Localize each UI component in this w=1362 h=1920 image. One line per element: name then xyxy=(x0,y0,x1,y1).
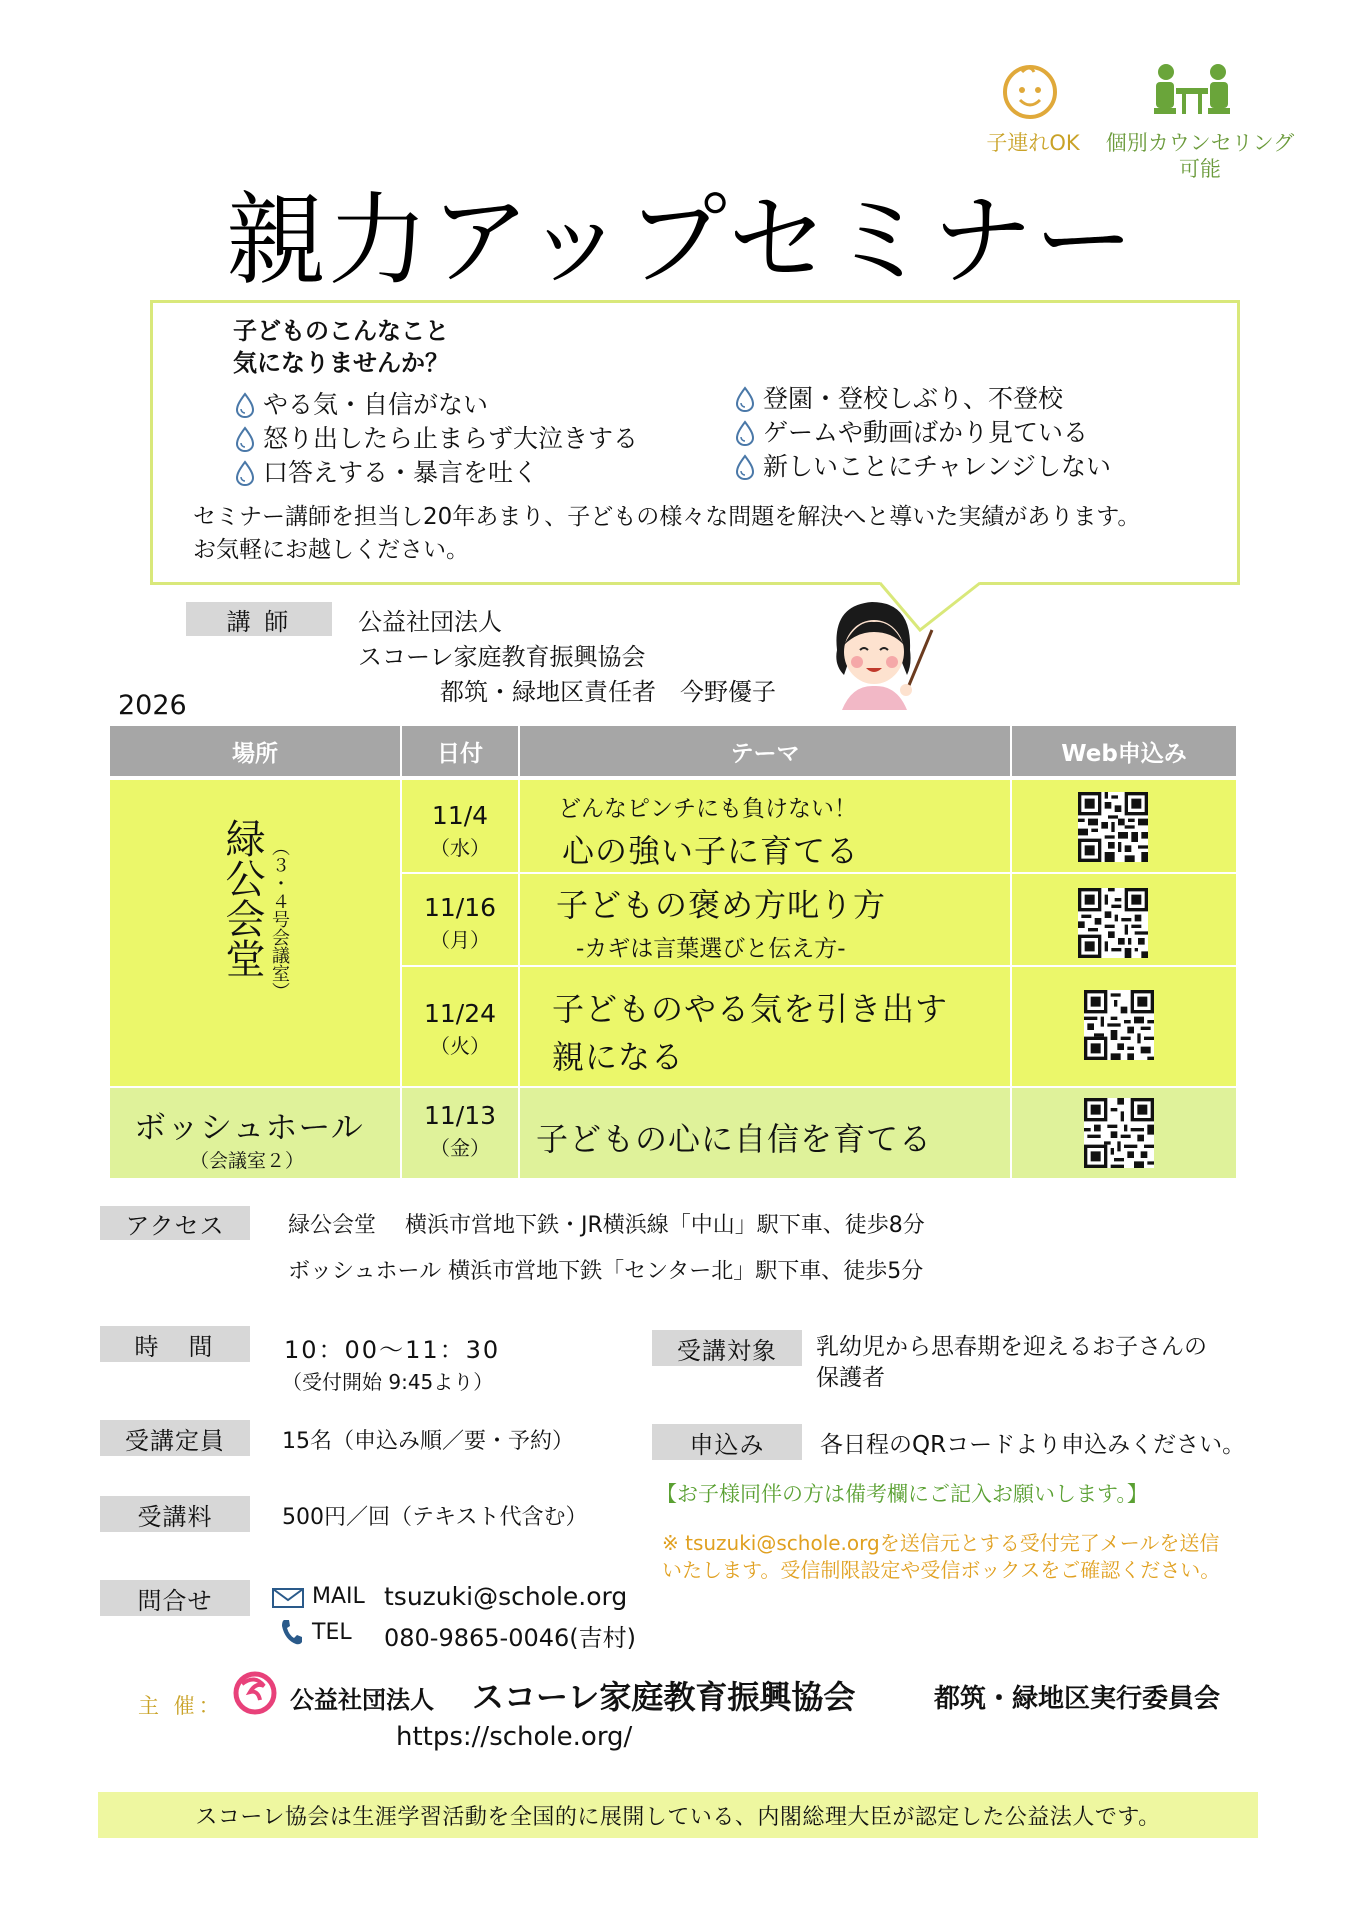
target-line2: 保護者 xyxy=(816,1365,885,1392)
session-theme: 心の強い子に育てる xyxy=(562,832,860,870)
water-drop-icon xyxy=(235,392,255,418)
session-theme-line2: 親になる xyxy=(552,1038,685,1076)
session-date xyxy=(402,798,518,863)
concern-text: 新しいことにチャレンジしない xyxy=(763,452,1112,481)
access-midori: 緑公会堂 横浜市営地下鉄・JR横浜線「中山」駅下車、徒歩8分 xyxy=(288,1213,925,1238)
session-theme: 子どもの心に自信を育てる xyxy=(536,1120,933,1158)
apply-value: 各日程のQRコードより申込みください。 xyxy=(820,1432,1246,1458)
concern-item xyxy=(735,451,1111,484)
question-heading xyxy=(233,315,449,380)
water-drop-icon xyxy=(735,386,755,412)
table-header-theme: テーマ xyxy=(520,726,1010,776)
table-header-venue: 場所 xyxy=(110,726,400,776)
organizer-label: 主 催： xyxy=(138,1694,224,1718)
footer-band: スコーレ協会は生涯学習活動を全国的に展開している、内閣総理大臣が認定した公益法人です。 xyxy=(98,1792,1258,1838)
qr-code-icon[interactable] xyxy=(1084,990,1154,1060)
session-date xyxy=(402,996,518,1061)
access-bosch: ボッシュホール 横浜市営地下鉄「センター北」駅下車、徒歩5分 xyxy=(288,1259,924,1284)
table-divider xyxy=(400,872,1236,874)
lecturer-label: 講 師 xyxy=(186,602,332,636)
contact-label: 問合せ xyxy=(100,1580,250,1616)
table-divider xyxy=(518,780,520,1178)
tel-label: TEL xyxy=(312,1620,352,1645)
table-divider xyxy=(400,965,1236,967)
lecturer-name: 都筑・緑地区責任者 今野優子 xyxy=(440,678,776,706)
table-header-web: Web申込み xyxy=(1012,726,1236,776)
session-date-value: 11/16 xyxy=(423,893,497,922)
concern-item xyxy=(235,423,638,456)
qr-code-icon[interactable] xyxy=(1084,1098,1154,1168)
organizer-name: スコーレ家庭教育振興協会 xyxy=(472,1678,856,1716)
year-label: 2026 xyxy=(118,690,187,721)
water-drop-icon xyxy=(235,426,255,452)
lecturer-illustration xyxy=(812,590,942,710)
question-line2: 気になりませんか？ xyxy=(233,349,449,378)
counseling-label-line2: 可能 xyxy=(1179,157,1221,182)
session-day: （金） xyxy=(430,1136,490,1161)
session-date-value: 11/4 xyxy=(431,801,489,830)
water-drop-icon xyxy=(235,460,255,486)
session-date-value: 11/24 xyxy=(423,999,497,1028)
apply-note-email-line2: いたします。受信制限設定や受信ボックスをご確認ください。 xyxy=(662,1558,1221,1582)
session-theme-sub: -カギは言葉選びと伝え方- xyxy=(576,936,846,962)
question-line1: 子どものこんなこと xyxy=(233,317,449,345)
session-day: （月） xyxy=(430,928,490,953)
page-title: 親力アップセミナー xyxy=(226,182,1136,299)
concern-text: やる気・自信がない xyxy=(263,390,489,419)
mail-address[interactable]: tsuzuki@schole.org xyxy=(384,1582,628,1611)
venue-midori-rooms: （３・４号会議室） xyxy=(269,838,290,1000)
apply-note-email-line1: ※ tsuzuki@schole.orgを送信元とする受付完了メールを送信 xyxy=(662,1531,1220,1555)
concern-text: ゲームや動画ばかり見ている xyxy=(763,418,1089,447)
table-header-date: 日付 xyxy=(402,726,518,776)
lecturer-org: 公益社団法人 xyxy=(358,608,502,636)
table-divider xyxy=(1010,780,1012,1178)
venue-bosch-hall: ボッシュホール xyxy=(134,1108,364,1146)
access-label: アクセス xyxy=(100,1206,250,1240)
tel-number[interactable]: 080-9865-0046(吉村) xyxy=(384,1624,637,1652)
bubble-message-line2: お気軽にお越しください。 xyxy=(193,537,469,564)
phone-icon xyxy=(280,1618,304,1646)
session-day: （水） xyxy=(430,836,490,861)
apply-label: 申込み xyxy=(652,1424,802,1460)
concern-item xyxy=(735,383,1063,416)
target-line1: 乳幼児から思春期を迎えるお子さんの xyxy=(816,1334,1207,1360)
concern-item xyxy=(235,457,538,490)
session-date xyxy=(402,1098,518,1163)
capacity-value: 15名（申込み順／要・予約） xyxy=(282,1429,574,1454)
qr-code-icon[interactable] xyxy=(1078,792,1148,862)
concern-text: 登園・登校しぶり、不登校 xyxy=(763,384,1064,413)
mail-icon xyxy=(272,1588,304,1608)
counseling-icon xyxy=(1152,62,1232,120)
table-divider xyxy=(110,1086,1236,1088)
concern-item xyxy=(735,417,1088,450)
venue-bosch-room: （会議室２） xyxy=(190,1150,305,1172)
counseling-label-line1: 個別カウンセリング xyxy=(1105,131,1295,155)
fee-value: 500円／回（テキスト代含む） xyxy=(282,1505,588,1530)
schole-logo-icon xyxy=(232,1670,278,1716)
apply-note-email xyxy=(662,1530,1220,1584)
qr-code-icon[interactable] xyxy=(1078,888,1148,958)
baby-face-icon xyxy=(1000,62,1060,122)
fee-label: 受講料 xyxy=(100,1496,250,1532)
water-drop-icon xyxy=(735,420,755,446)
apply-note-companion: 【お子様同伴の方は備考欄にご記入お願いします。】 xyxy=(656,1482,1148,1506)
organizer-url[interactable]: https://schole.org/ xyxy=(396,1722,633,1752)
venue-midori-hall: 緑公会堂 xyxy=(219,818,265,978)
session-theme-sub: どんなピンチにも負けない！ xyxy=(558,796,857,822)
water-drop-icon xyxy=(735,454,755,480)
concerns-bubble xyxy=(150,300,1240,585)
capacity-label: 受講定員 xyxy=(100,1420,250,1456)
concern-text: 口答えする・暴言を吐く xyxy=(263,458,539,487)
time-reception: （受付開始 9:45より） xyxy=(282,1370,494,1394)
session-theme: 子どもの褒め方叱り方 xyxy=(556,886,887,924)
session-theme: 子どものやる気を引き出す xyxy=(552,990,949,1028)
time-label: 時 間 xyxy=(100,1326,250,1362)
session-date xyxy=(402,890,518,955)
bubble-message-line1: セミナー講師を担当し20年あまり、子どもの様々な問題を解決へと導いた実績があります。 xyxy=(193,504,1141,530)
bubble-message xyxy=(193,501,1140,568)
target-label: 受講対象 xyxy=(652,1330,802,1366)
organizer-prefix: 公益社団法人 xyxy=(290,1686,434,1714)
time-value: 10：00～11：30 xyxy=(284,1336,501,1364)
target-value xyxy=(816,1332,1207,1394)
session-day: （火） xyxy=(430,1034,490,1059)
concern-item xyxy=(235,389,488,422)
organizer-committee: 都筑・緑地区実行委員会 xyxy=(934,1684,1221,1714)
concern-text: 怒り出したら止まらず大泣きする xyxy=(263,424,639,453)
kids-ok-label: 子連れOK xyxy=(986,131,1080,155)
lecturer-association: スコーレ家庭教育振興協会 xyxy=(358,643,646,671)
mail-label: MAIL xyxy=(312,1584,365,1609)
session-date-value: 11/13 xyxy=(423,1101,497,1130)
